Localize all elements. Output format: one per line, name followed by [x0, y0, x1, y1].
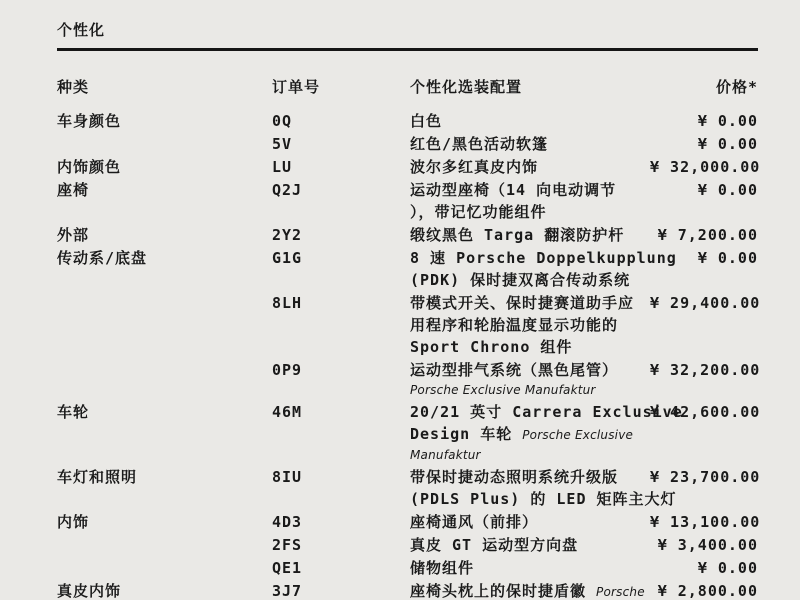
option-cell: [410, 466, 677, 510]
option-cell: [410, 133, 650, 155]
option-line: 真皮 GT 运动型方向盘: [410, 536, 579, 554]
order-code-cell: 4D3: [272, 513, 303, 531]
price-cell: ¥ 32,200.00: [650, 361, 761, 379]
table-row: [57, 133, 758, 155]
page-content: [57, 0, 761, 600]
table-row: [57, 401, 761, 465]
table-row: [57, 247, 758, 291]
option-cell: [410, 557, 650, 579]
table-row: [57, 292, 761, 358]
option-line: 白色: [410, 112, 443, 130]
option-line: Sport Chrono 组件: [410, 338, 573, 356]
category-cell: 车灯和照明: [57, 468, 138, 486]
category-cell: 传动系/底盘: [57, 249, 148, 267]
price-cell: ¥ 7,200.00: [657, 226, 758, 244]
option-line: 红色/黑色活动软篷: [410, 135, 549, 153]
table-row: [57, 179, 758, 223]
order-code-cell: 0P9: [272, 361, 303, 379]
table-row: [57, 466, 761, 510]
option-cell: [410, 224, 650, 246]
option-cell: [410, 110, 650, 132]
price-cell: ¥ 42,600.00: [650, 403, 761, 421]
price-cell: ¥ 0.00: [697, 249, 758, 267]
manufaktur-note: Porsche Exclusive: [522, 428, 634, 442]
table-row: [57, 534, 758, 556]
option-line-text: Design 车轮: [410, 425, 523, 443]
option-cell: [410, 401, 683, 465]
header-order-no: 订单号: [272, 78, 321, 96]
price-cell: ¥ 32,000.00: [650, 158, 761, 176]
option-line: 20/21 英寸 Carrera Exclusive: [410, 403, 683, 421]
page-title: 个性化: [57, 21, 106, 39]
option-cell: [410, 359, 650, 400]
option-line: [410, 580, 650, 600]
option-cell: [410, 179, 650, 223]
option-line: (PDK) 保时捷双离合传动系统: [410, 271, 631, 289]
header-price: 价格*: [715, 78, 758, 96]
option-line: ），带记忆功能组件: [410, 203, 547, 221]
option-line: (PDLS Plus) 的 LED 矩阵主大灯: [410, 490, 677, 508]
category-cell: 车身颜色: [57, 112, 122, 130]
order-code-cell: LU: [272, 158, 293, 176]
manufaktur-note: Manufaktur: [410, 448, 481, 462]
option-line: [410, 423, 650, 446]
table-row: [57, 557, 758, 579]
option-line: 带模式开关、保时捷赛道助手应: [410, 294, 635, 312]
category-cell: 内饰颜色: [57, 158, 122, 176]
price-cell: ¥ 13,100.00: [650, 513, 761, 531]
order-code-cell: 2FS: [272, 536, 303, 554]
price-cell: ¥ 3,400.00: [657, 536, 758, 554]
price-cell: ¥ 0.00: [697, 559, 758, 577]
option-line: 带保时捷动态照明系统升级版: [410, 468, 619, 486]
price-cell: ¥ 0.00: [697, 135, 758, 153]
category-cell: 真皮内饰: [57, 582, 122, 600]
price-cell: ¥ 0.00: [697, 112, 758, 130]
price-cell: ¥ 23,700.00: [650, 468, 761, 486]
option-line: 用程序和轮胎温度显示功能的: [410, 316, 619, 334]
table-row: [57, 110, 758, 132]
option-cell: [410, 156, 650, 178]
order-code-cell: Q2J: [272, 181, 303, 199]
option-line: 运动型座椅（14 向电动调节: [410, 181, 617, 199]
order-code-cell: 3J7: [272, 582, 303, 600]
category-cell: 车轮: [57, 403, 90, 421]
option-cell: [410, 511, 650, 533]
category-cell: 座椅: [57, 181, 90, 199]
table-header-row: [57, 76, 758, 98]
category-cell: 内饰: [57, 513, 90, 531]
manufaktur-note: Porsche Exclusive Manufaktur: [410, 383, 596, 397]
table-row: [57, 511, 761, 533]
order-code-cell: 8IU: [272, 468, 303, 486]
header-category: 种类: [57, 78, 90, 96]
order-code-cell: 8LH: [272, 294, 303, 312]
table-row: [57, 359, 761, 400]
order-code-cell: 0Q: [272, 112, 293, 130]
option-cell: [410, 534, 650, 556]
order-code-cell: 5V: [272, 135, 293, 153]
option-line: 8 速 Porsche Doppelkupplung: [410, 249, 677, 267]
option-line: 缎纹黑色 Targa 翻滚防护杆: [410, 226, 625, 244]
table-row: [57, 156, 761, 178]
price-cell: ¥ 0.00: [697, 181, 758, 199]
price-cell: ¥ 29,400.00: [650, 294, 761, 312]
option-cell: [410, 247, 677, 291]
option-cell: [410, 292, 650, 358]
table-body: [57, 110, 761, 600]
order-code-cell: G1G: [272, 249, 303, 267]
option-cell: [410, 580, 650, 600]
option-line: 运动型排气系统（黑色尾管）: [410, 361, 619, 379]
order-code-cell: 46M: [272, 403, 303, 421]
header-option: 个性化选装配置: [410, 78, 523, 96]
order-code-cell: 2Y2: [272, 226, 303, 244]
price-cell: ¥ 2,800.00: [657, 582, 758, 600]
option-line-text: 座椅头枕上的保时捷盾徽: [410, 582, 597, 600]
option-line: 储物组件: [410, 559, 475, 577]
table-row: [57, 224, 758, 246]
order-code-cell: QE1: [272, 559, 303, 577]
option-line: 座椅通风（前排）: [410, 513, 539, 531]
manufaktur-note: Porsche: [596, 585, 645, 599]
option-line: 波尔多红真皮内饰: [410, 158, 539, 176]
title-divider: [57, 48, 758, 51]
category-cell: 外部: [57, 226, 90, 244]
table-row: [57, 580, 758, 600]
